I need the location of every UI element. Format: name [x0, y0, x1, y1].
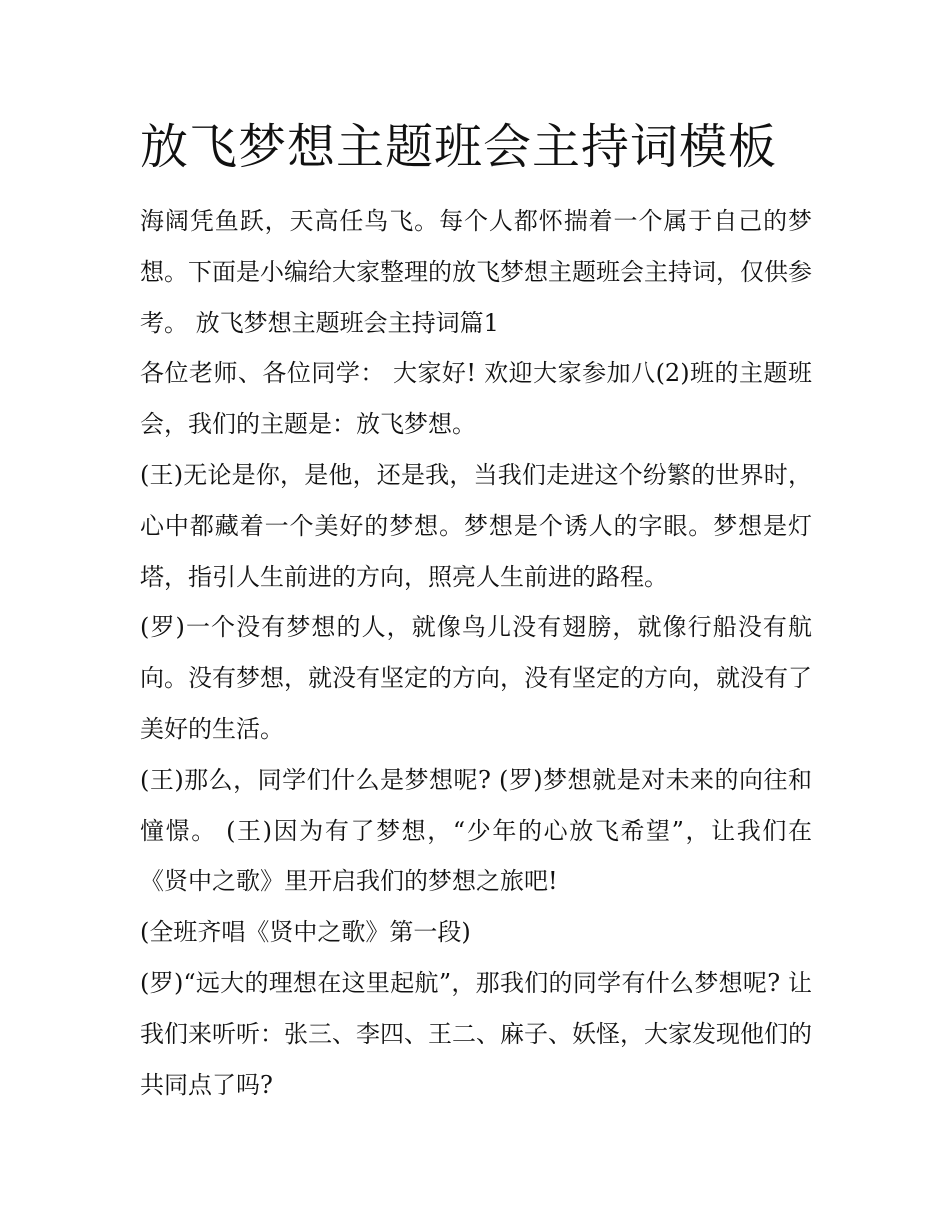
paragraph-greeting: 各位老师、各位同学： 大家好! 欢迎大家参加八(2)班的主题班会，我们的主题是：放飞梦想。 [140, 359, 812, 439]
document-title: 放飞梦想主题班会主持词模板 [140, 119, 778, 175]
document-body [140, 196, 812, 1110]
paragraph-luo-1: (罗)一个没有梦想的人，就像鸟儿没有翅膀，就像行船没有航向。没有梦想，就没有坚定的方向，没有坚定的方向，就没有了美好的生活。 [140, 613, 812, 743]
paragraph-wang-1: (王)无论是你，是他，还是我，当我们走进这个纷繁的世界时，心中都藏着一个美好的梦想。梦想是个诱人的字眼。梦想是灯塔，指引人生前进的方向，照亮人生前进的路程。 [140, 460, 812, 591]
paragraph-song: (全班齐唱《贤中之歌》第一段) [140, 918, 471, 947]
paragraph-dialogue: (王)那么，同学们什么是梦想呢? (罗)梦想就是对未来的向往和憧憬。 (王)因为有了梦想，“少年的心放飞希望”，让我们在《贤中之歌》里开启我们的梦想之旅吧! [140, 765, 812, 896]
paragraph-luo-2: (罗)“远大的理想在这里起航”，那我们的同学有什么梦想呢? 让我们来听听：张三、李四、王二、麻子、妖怪，大家发现他们的共同点了吗? [140, 968, 812, 1099]
paragraph-intro: 海阔凭鱼跃，天高任鸟飞。每个人都怀揣着一个属于自己的梦想。下面是小编给大家整理的放飞梦想主题班会主持词，仅供参考。 放飞梦想主题班会主持词篇1 [140, 207, 812, 337]
